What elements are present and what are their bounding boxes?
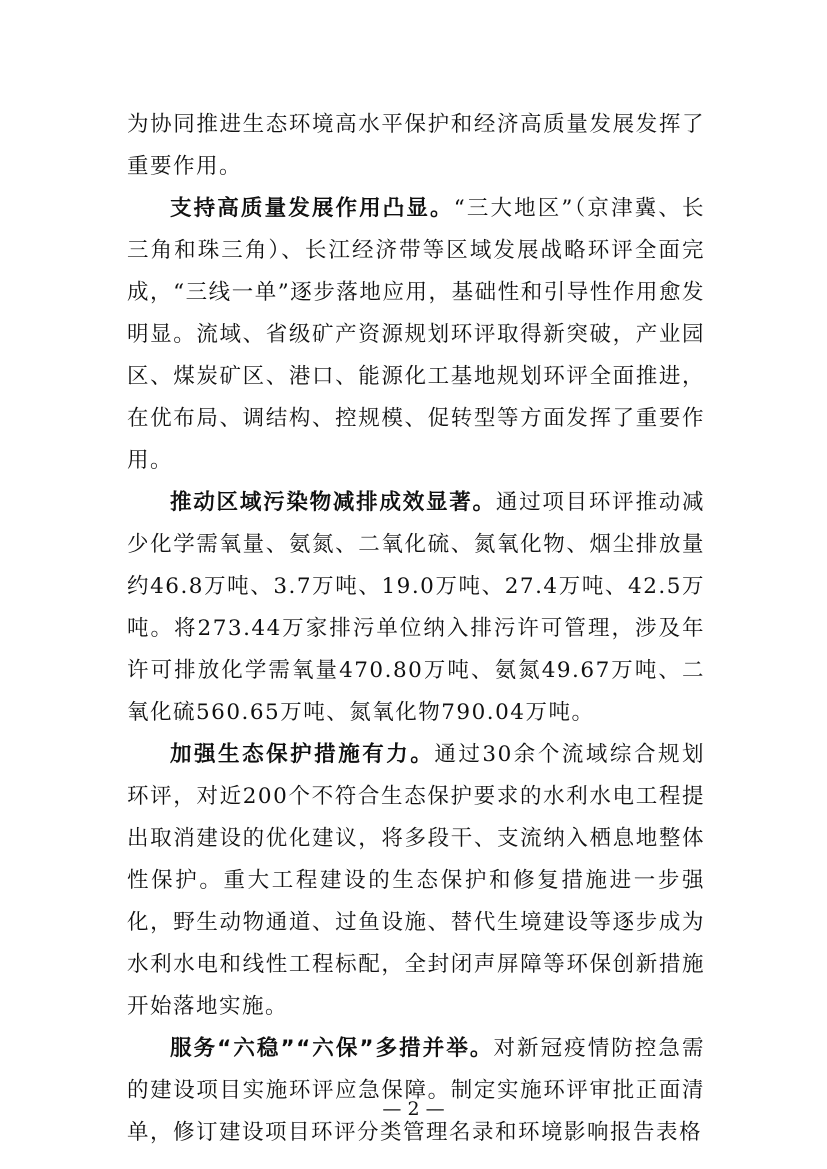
paragraph-text: 通过30余个流域综合规划环评，对近200个不符合生态保护要求的水利水电工程提出取消建设的优化建议，将多段干、支流纳入栖息地整体性保护。重大工程建设的生态保护和修复措施进一步强化，野生动物通道、过鱼设施、替代生境建设等逐步成为水利水电和线性工程标配，全封闭声屏障等环保创新措施开始落地实施。 bbox=[127, 742, 706, 1019]
paragraph-text: 通过项目环评推动减少化学需氧量、氨氮、二氧化硫、氮氧化物、烟尘排放量约46.8万吨、3.7万吨、19.0万吨、27.4万吨、42.5万吨。将273.44万家排污单位纳入排污许可管理，涉及年许可排放化学需氧量470.80万吨、氨氮49.67万吨、二氧化硫560.65万吨、氮氧化物790.04万吨。 bbox=[127, 490, 705, 725]
paragraph-pollutant-reduction bbox=[127, 482, 705, 734]
paragraph-lead: 加强生态保护措施有力。 bbox=[170, 742, 435, 767]
body-text bbox=[127, 104, 705, 1154]
paragraph-text: “三大地区”（京津冀、长三角和珠三角）、长江经济带等区域发展战略环评全面完成，“三线一单”逐步落地应用，基础性和引导性作用愈发明显。流域、省级矿产资源规划环评取得新突破，产业园区、煤炭矿区、港口、能源化工基地规划环评全面推进，在优布局、调结构、控规模、促转型等方面发挥了重要作用。 bbox=[127, 196, 705, 473]
paragraph-six-stabilities bbox=[127, 1028, 705, 1154]
paragraph-ecological-protection bbox=[127, 734, 705, 1028]
paragraph-lead: 支持高质量发展作用凸显。 bbox=[170, 196, 454, 221]
paragraph-continuation bbox=[127, 104, 705, 188]
paragraph-text: 对新冠疫情防控急需的建设项目实施环评应急保障。制定实施环评审批正面清单，修订建设项目环评分类管理名录和环境影响报告表格 bbox=[127, 1036, 705, 1145]
paragraph-text: 为协同推进生态环境高水平保护和经济高质量发展发挥了重要作用。 bbox=[127, 112, 705, 179]
paragraph-lead: 推动区域污染物减排成效显著。 bbox=[170, 490, 496, 515]
paragraph-high-quality-development bbox=[127, 188, 705, 482]
page-number: — 2 — bbox=[382, 1098, 445, 1120]
paragraph-lead: 服务“六稳”“六保”多措并举。 bbox=[170, 1036, 494, 1061]
